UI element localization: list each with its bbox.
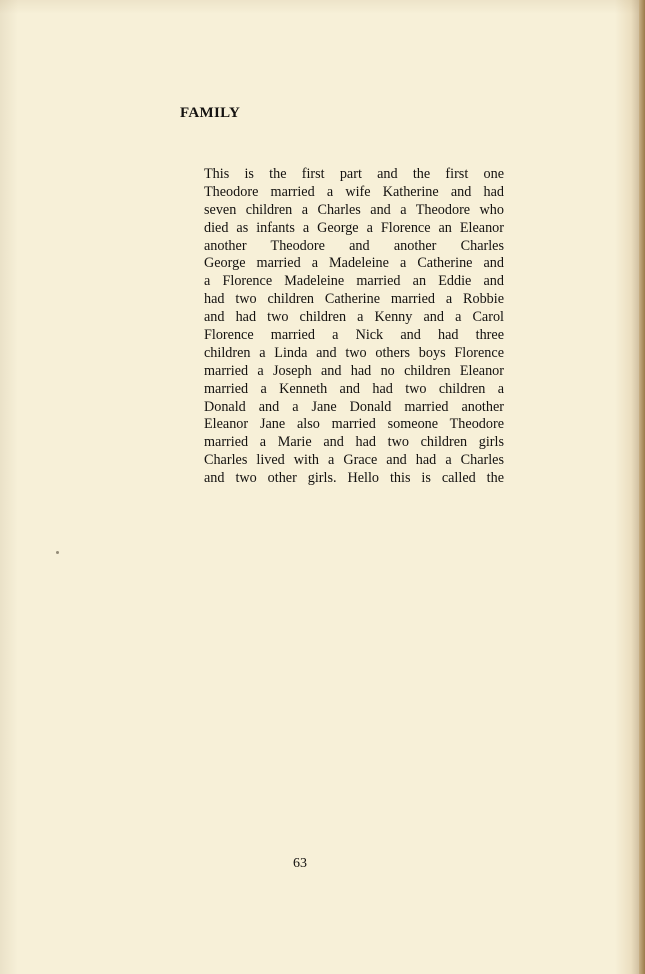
page-edge-shadow <box>639 0 645 974</box>
text-line: seven children a Charles and a Theodore who <box>204 201 504 218</box>
section-heading: FAMILY <box>180 105 241 121</box>
text-line: Eleanor Jane also married someone Theodore <box>204 416 504 433</box>
text-line: This is the first part and the first one <box>204 166 504 182</box>
text-line: and two other girls. Hello this is called the <box>204 470 504 487</box>
text-line: married a Joseph and had no children Eleanor <box>204 362 504 379</box>
text-line: married a Kenneth and had two children a <box>204 380 504 397</box>
paper-speck <box>56 551 59 554</box>
text-line: George married a Madeleine a Catherine and <box>204 255 504 272</box>
text-line: had two children Catherine married a Robbie <box>204 291 504 308</box>
text-line: Charles lived with a Grace and had a Charles <box>204 452 504 469</box>
body-text <box>204 166 504 488</box>
text-line: Theodore married a wife Katherine and had <box>204 183 504 200</box>
text-line: Florence married a Nick and had three <box>204 327 504 344</box>
text-line: children a Linda and two others boys Florence <box>204 344 504 361</box>
text-line: died as infants a George a Florence an Eleanor <box>204 219 504 236</box>
text-line: and had two children a Kenny and a Carol <box>204 309 504 326</box>
page-number: 63 <box>293 856 307 871</box>
text-line: married a Marie and had two children girls <box>204 434 504 451</box>
text-line: Donald and a Jane Donald married another <box>204 398 504 415</box>
text-line: another Theodore and another Charles <box>204 237 504 254</box>
text-line: a Florence Madeleine married an Eddie and <box>204 273 504 290</box>
